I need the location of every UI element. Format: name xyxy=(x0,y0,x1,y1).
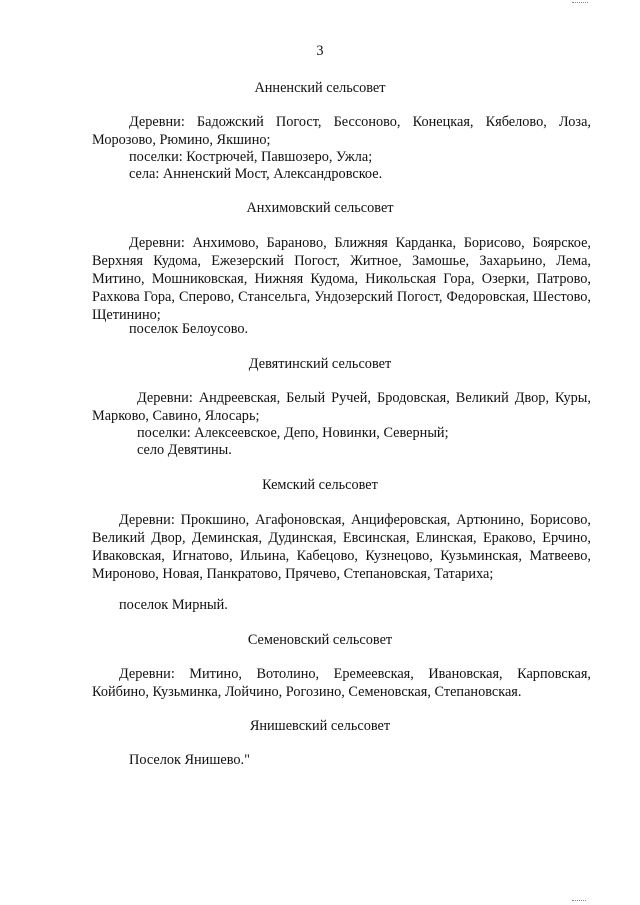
villages-paragraph: Деревни: Прокшино, Агафоновская, Анциферовская, Артюнино, Борисово, Великий Двор, Деминская, Дудинская, Евсинская, Елинская, Ераково, Ерчино, Иваковская, Игнатово, Ильина, Кабецово, Кузнецово, Кузьминская, Матвеево, Мироново, Новая, Панкратово, Прячево, Степановская, Татариха; xyxy=(92,512,591,582)
settlement-line: поселок Мирный. xyxy=(119,597,228,613)
section-title: Анненский сельсовет xyxy=(254,80,386,96)
selo-line: село Девятины. xyxy=(137,442,232,458)
settlement-line: поселок Белоусово. xyxy=(129,321,249,337)
scan-mark-top xyxy=(572,0,588,3)
settlements-line: поселки: Кострючей, Павшозеро, Ужла; xyxy=(129,149,373,165)
villages-paragraph: Деревни: Бадожский Погост, Бессоново, Конецкая, Кябелово, Лоза, Морозово, Рюмино, Якшино; xyxy=(92,114,591,148)
page-number: 3 xyxy=(316,43,324,59)
villages-paragraph: Деревни: Митино, Вотолино, Еремеевская, Ивановская, Карповская, Койбино, Кузьминка, Лойчино, Рогозино, Семеновская, Степановская. xyxy=(92,666,591,700)
section-title: Семеновский сельсовет xyxy=(247,632,393,648)
settlements-line: поселки: Алексеевское, Депо, Новинки, Северный; xyxy=(137,425,449,441)
villages-paragraph: Деревни: Андреевская, Белый Ручей, Бродовская, Великий Двор, Куры, Марково, Савино, Ялосарь; xyxy=(92,390,591,424)
settlement-line: Поселок Янишево." xyxy=(129,752,250,768)
section-title: Анхимовский сельсовет xyxy=(246,200,394,216)
villages-paragraph: Деревни: Анхимово, Бараново, Ближняя Карданка, Борисово, Боярское, Верхняя Кудома, Ежезерский Погост, Житное, Замошье, Захарьино, Лема, Митино, Мошниковская, Нижняя Кудома, Никольская Гора, Озерки, Патрово, Рахкова Гора, Сперово, Стансельга, Ундозерский Погост, Федоровская, Шестово, Щетинино; xyxy=(92,235,591,323)
section-title: Кемский сельсовет xyxy=(262,477,378,493)
scan-mark-bottom xyxy=(572,900,586,903)
section-title: Девятинский сельсовет xyxy=(248,356,392,372)
selo-line: села: Анненский Мост, Александровское. xyxy=(129,166,383,182)
section-title: Янишевский сельсовет xyxy=(249,718,391,734)
